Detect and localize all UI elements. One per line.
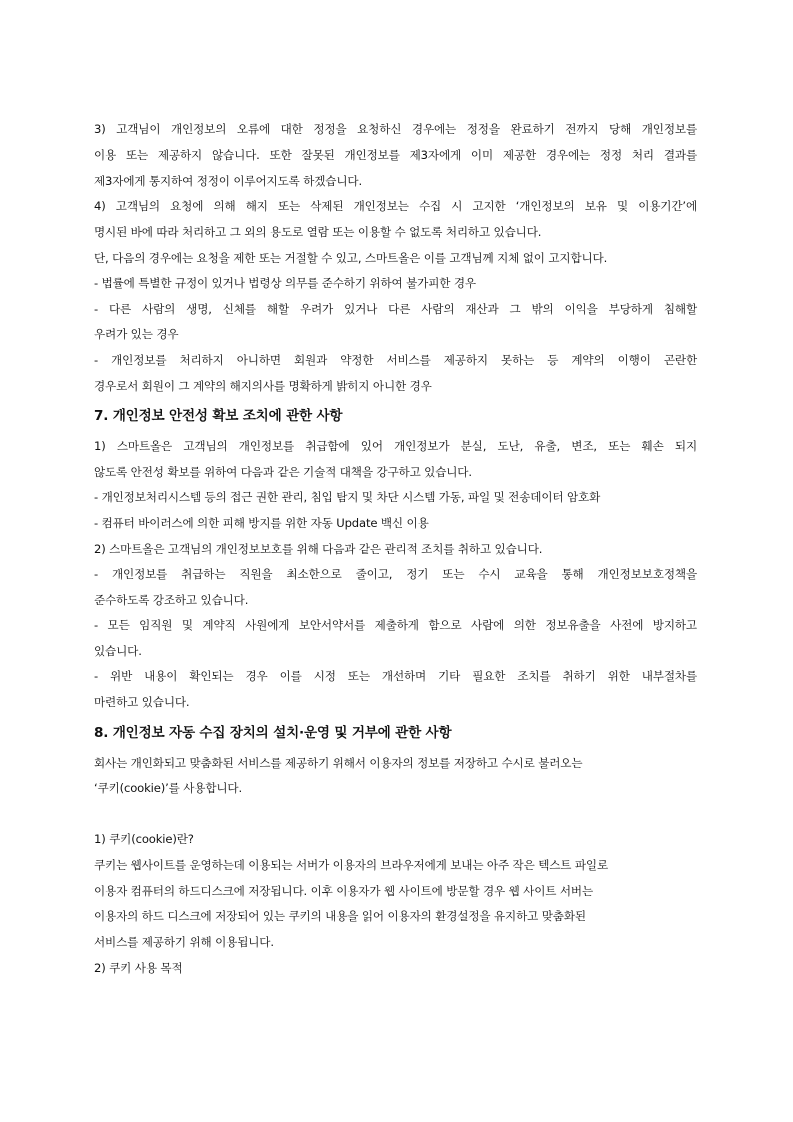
section7-item2: 2) 스마트올은 고객님의 개인정보보호를 위해 다음과 같은 관리적 조치를 취하고 있습니다. (94, 542, 543, 556)
paragraph-line: 3) 고객님이 개인정보의 오류에 대한 정정을 요청하신 경우에는 정정을 완료하기 전까지 당해 개인정보를 (94, 122, 697, 136)
paragraph-line: 제3자에게 통지하여 정정이 이루어지도록 하겠습니다. (94, 174, 362, 188)
section7-heading: 7. 개인정보 안전성 확보 조치에 관한 사항 (94, 408, 343, 424)
paragraph-line: 1) 스마트올은 고객님의 개인정보를 취급함에 있어 개인정보가 분실, 도난, 유출, 변조, 또는 훼손 되지 (94, 439, 697, 453)
technical-measure-item: - 컴퓨터 바이러스에 의한 피해 방지를 위한 자동 Update 백신 이용 (94, 516, 429, 530)
paragraph-line: - 위반 내용이 확인되는 경우 이를 시정 또는 개선하며 기타 필요한 조치를 취하기 위한 내부절차를 (94, 669, 697, 683)
paragraph-line: 회사는 개인화되고 맞춤화된 서비스를 제공하기 위해서 이용자의 정보를 저장하고 수시로 불러오는 (94, 756, 583, 770)
paragraph-line: - 개인정보를 취급하는 직원을 최소한으로 줄이고, 정기 또는 수시 교육을 통해 개인정보보호정책을 (94, 567, 697, 581)
cookie-purpose-title: 2) 쿠키 사용 목적 (94, 961, 183, 975)
paragraph-line: 마련하고 있습니다. (94, 695, 190, 709)
exceptions-intro: 단, 다음의 경우에는 요청을 제한 또는 거절할 수 있고, 스마트올은 이를 고객님께 지체 없이 고지합니다. (94, 251, 608, 265)
paragraph-line: 경우로서 회원이 그 계약의 해지의사를 명확하게 밝히지 아니한 경우 (94, 379, 432, 393)
paragraph-line: - 다른 사람의 생명, 신체를 해할 우려가 있거나 다른 사람의 재산과 그 밖의 이익을 부당하게 침해할 (94, 302, 697, 316)
technical-measure-item: - 개인정보처리시스템 등의 접근 권한 관리, 침입 탐지 및 차단 시스템 가동, 파일 및 전송데이터 암호화 (94, 490, 601, 504)
paragraph-line: 4) 고객님의 요청에 의해 해지 또는 삭제된 개인정보는 수집 시 고지한 ‘개인정보의 보유 및 이용기간’에 (94, 199, 697, 213)
paragraph-line: 준수하도록 강조하고 있습니다. (94, 593, 249, 607)
paragraph-line: 이용 또는 제공하지 않습니다. 또한 잘못된 개인정보를 제3자에게 이미 제공한 경우에는 정정 처리 결과를 (94, 148, 697, 162)
paragraph-line: 이용자의 하드 디스크에 저장되어 있는 쿠키의 내용을 읽어 이용자의 환경설정을 유지하고 맞춤화된 (94, 909, 586, 923)
section8-heading: 8. 개인정보 자동 수집 장치의 설치·운영 및 거부에 관한 사항 (94, 725, 452, 741)
paragraph-line: 이용자 컴퓨터의 하드디스크에 저장됩니다. 이후 이용자가 웹 사이트에 방문할 경우 웹 사이트 서버는 (94, 884, 593, 898)
cookie-title: 1) 쿠키(cookie)란? (94, 832, 194, 846)
paragraph-line: 서비스를 제공하기 위해 이용됩니다. (94, 935, 274, 949)
paragraph-line: 명시된 바에 따라 처리하고 그 외의 용도로 열람 또는 이용할 수 없도록 처리하고 있습니다. (94, 225, 542, 239)
paragraph-line: 않도록 안전성 확보를 위하여 다음과 같은 기술적 대책을 강구하고 있습니다. (94, 465, 472, 479)
paragraph-line: ‘쿠키(cookie)’를 사용합니다. (94, 781, 243, 795)
paragraph-line: 우려가 있는 경우 (94, 327, 179, 341)
exception-item: - 법률에 특별한 규정이 있거나 법령상 의무를 준수하기 위하여 불가피한 경우 (94, 276, 476, 290)
paragraph-line: 쿠키는 웹사이트를 운영하는데 이용되는 서버가 이용자의 브라우저에게 보내는 아주 작은 텍스트 파일로 (94, 858, 609, 872)
paragraph-line: 있습니다. (94, 644, 142, 658)
paragraph-line: - 모든 임직원 및 계약직 사원에게 보안서약서를 제출하게 함으로 사람에 의한 정보유출을 사전에 방지하고 (94, 618, 697, 632)
paragraph-line: - 개인정보를 처리하지 아니하면 회원과 약정한 서비스를 제공하지 못하는 등 계약의 이행이 곤란한 (94, 353, 697, 367)
